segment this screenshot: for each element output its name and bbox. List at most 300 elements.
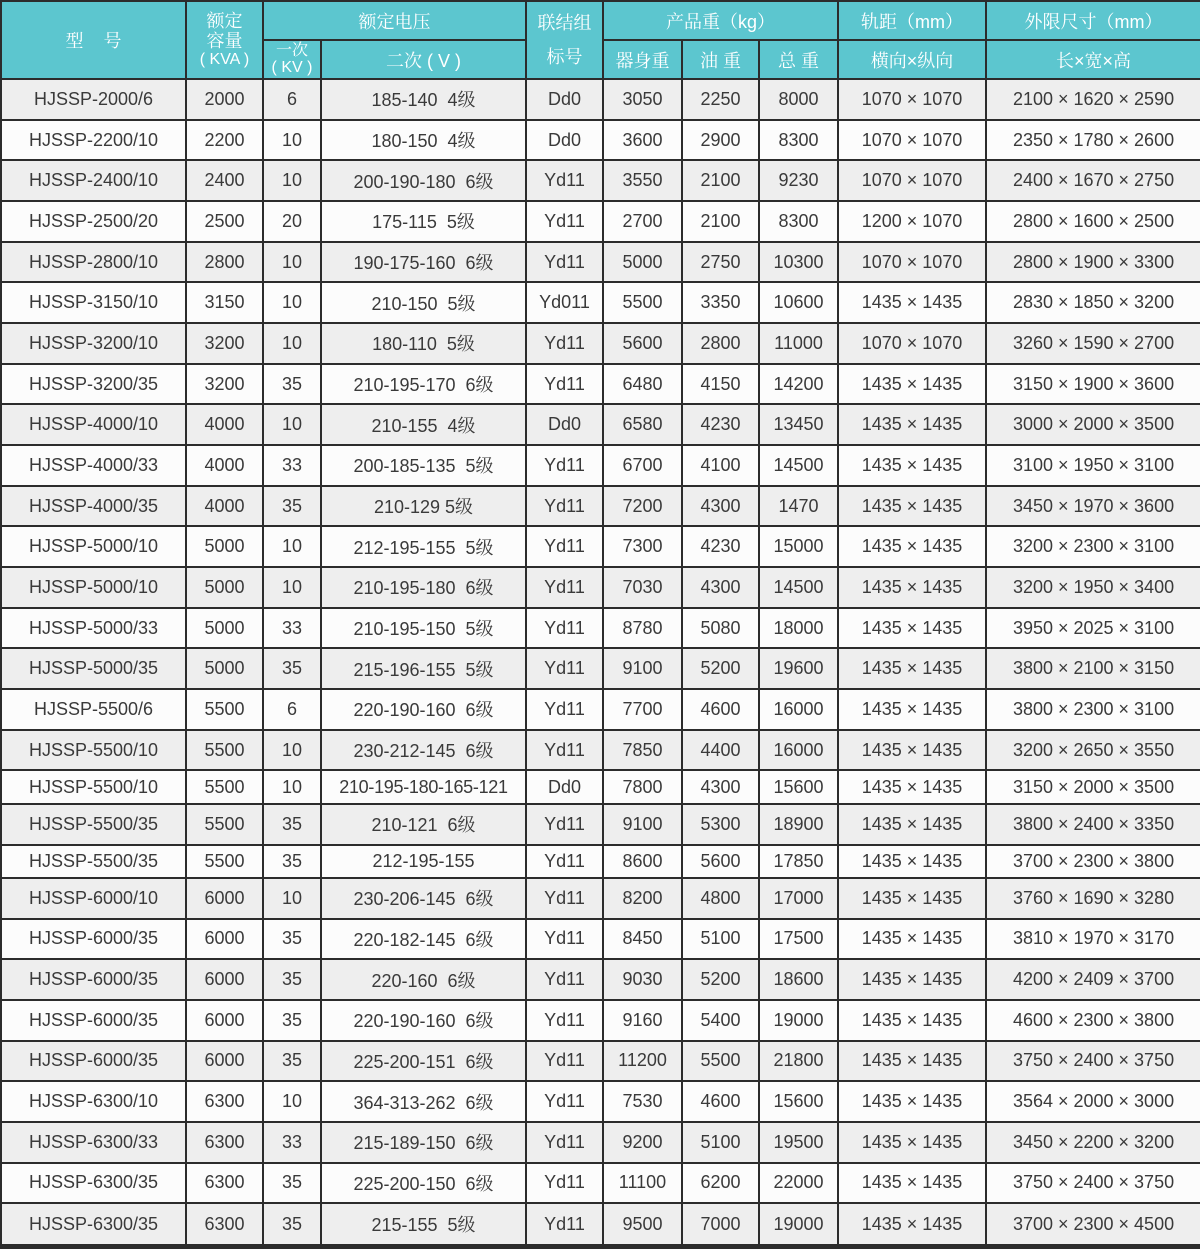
connection-group-cell: Yd11 (526, 160, 603, 201)
primary-voltage-cell: 10 (263, 282, 321, 323)
overall-dimensions-cell: 2830 × 1850 × 3200 (986, 282, 1200, 323)
secondary-voltage-cell: 220-190-160 6级 (321, 1000, 526, 1041)
connection-group-cell: Yd11 (526, 526, 603, 567)
oil-weight-cell: 5400 (682, 1000, 759, 1041)
oil-weight-cell: 2100 (682, 201, 759, 242)
rated-capacity-cell: 4000 (186, 486, 263, 527)
body-weight-cell: 3050 (603, 79, 682, 120)
model-cell: HJSSP-6000/35 (1, 1000, 186, 1041)
primary-voltage-cell: 33 (263, 608, 321, 649)
rated-capacity-cell: 5000 (186, 608, 263, 649)
rated-capacity-cell: 6000 (186, 959, 263, 1000)
col-header-body-weight (603, 40, 682, 79)
connection-group-cell: Yd11 (526, 1163, 603, 1204)
total-weight-cell: 15600 (759, 770, 838, 803)
oil-weight-cell: 2250 (682, 79, 759, 120)
body-weight-cell: 6480 (603, 364, 682, 405)
connection-group-cell: Yd11 (526, 1122, 603, 1163)
body-weight-cell: 5500 (603, 282, 682, 323)
total-weight-cell: 10300 (759, 242, 838, 283)
oil-weight-cell: 5080 (682, 608, 759, 649)
overall-dimensions-cell: 2350 × 1780 × 2600 (986, 120, 1200, 161)
body-weight-cell: 6580 (603, 404, 682, 445)
model-cell: HJSSP-2800/10 (1, 242, 186, 283)
model-cell: HJSSP-5000/35 (1, 648, 186, 689)
col-header-rated-voltage (263, 1, 526, 40)
body-weight-cell: 9100 (603, 804, 682, 845)
connection-group-cell: Yd11 (526, 445, 603, 486)
overall-dimensions-label: 外限尺寸（mm） (1024, 11, 1163, 32)
oil-weight-cell: 4600 (682, 1081, 759, 1122)
track-gauge-cell: 1435 × 1435 (838, 770, 986, 803)
col-header-secondary-voltage (321, 40, 526, 79)
primary-voltage-cell: 20 (263, 201, 321, 242)
overall-dimensions-cell: 3810 × 1970 × 3170 (986, 919, 1200, 960)
gauge-sub-label: 横向×纵向 (870, 50, 954, 71)
primary-voltage-cell: 35 (263, 648, 321, 689)
col-header-primary-voltage (263, 40, 321, 79)
secondary-voltage-cell: 230-212-145 6级 (321, 730, 526, 771)
product-weight-label: 产品重（kg） (666, 11, 776, 32)
model-cell: HJSSP-5000/33 (1, 608, 186, 649)
overall-dimensions-cell: 3450 × 2200 × 3200 (986, 1122, 1200, 1163)
secondary-voltage-cell: 200-185-135 5级 (321, 445, 526, 486)
body-weight-cell: 6700 (603, 445, 682, 486)
col-header-oil-weight (682, 40, 759, 79)
model-cell: HJSSP-5500/35 (1, 804, 186, 845)
total-weight-cell: 15600 (759, 1081, 838, 1122)
table-row (1, 282, 1200, 323)
connection-group-cell: Yd11 (526, 959, 603, 1000)
overall-dimensions-cell: 3750 × 2400 × 3750 (986, 1163, 1200, 1204)
connection-group-cell: Dd0 (526, 404, 603, 445)
rated-capacity-cell: 2200 (186, 120, 263, 161)
primary-voltage-cell: 35 (263, 1000, 321, 1041)
secondary-voltage-cell: 215-196-155 5级 (321, 648, 526, 689)
oil-weight-cell: 5500 (682, 1041, 759, 1082)
secondary-voltage-cell: 190-175-160 6级 (321, 242, 526, 283)
primary-voltage-cell: 35 (263, 804, 321, 845)
total-weight-cell: 14500 (759, 445, 838, 486)
body-weight-cell: 8600 (603, 845, 682, 878)
model-cell: HJSSP-5500/10 (1, 730, 186, 771)
table-row (1, 445, 1200, 486)
table-row (1, 1041, 1200, 1082)
total-weight-cell: 19000 (759, 1203, 838, 1246)
rated-capacity-cell: 3200 (186, 364, 263, 405)
table-body (1, 79, 1200, 1247)
connection-group-cell: Yd11 (526, 1081, 603, 1122)
connection-group-cell: Dd0 (526, 79, 603, 120)
track-gauge-cell: 1435 × 1435 (838, 567, 986, 608)
primary-voltage-cell: 35 (263, 364, 321, 405)
total-weight-cell: 18600 (759, 959, 838, 1000)
model-cell: HJSSP-3200/10 (1, 323, 186, 364)
model-cell: HJSSP-2200/10 (1, 120, 186, 161)
total-weight-cell: 17000 (759, 878, 838, 919)
model-cell: HJSSP-6000/10 (1, 878, 186, 919)
oil-weight-cell: 7000 (682, 1203, 759, 1246)
model-cell: HJSSP-4000/33 (1, 445, 186, 486)
overall-dimensions-cell: 3200 × 1950 × 3400 (986, 567, 1200, 608)
primary-voltage-cell: 10 (263, 1081, 321, 1122)
body-weight-cell: 11200 (603, 1041, 682, 1082)
primary-voltage-cell: 10 (263, 567, 321, 608)
oil-weight-cell: 5600 (682, 845, 759, 878)
total-weight-cell: 11000 (759, 323, 838, 364)
secondary-voltage-cell: 225-200-150 6级 (321, 1163, 526, 1204)
secondary-voltage-cell: 215-189-150 6级 (321, 1122, 526, 1163)
rated-capacity-cell: 6000 (186, 919, 263, 960)
total-weight-cell: 22000 (759, 1163, 838, 1204)
rated-capacity-cell: 5500 (186, 770, 263, 803)
rated-capacity-cell: 2400 (186, 160, 263, 201)
total-weight-cell: 8000 (759, 79, 838, 120)
primary-voltage-cell: 35 (263, 1163, 321, 1204)
overall-dimensions-cell: 3700 × 2300 × 4500 (986, 1203, 1200, 1246)
col-header-overall-dimensions (986, 1, 1200, 40)
table-row (1, 1203, 1200, 1246)
connection-group-cell: Yd11 (526, 1041, 603, 1082)
secondary-voltage-cell: 175-115 5级 (321, 201, 526, 242)
capacity-header-unit: ( KVA ) (199, 51, 250, 69)
overall-dimensions-cell: 3800 × 2400 × 3350 (986, 804, 1200, 845)
body-weight-cell: 8450 (603, 919, 682, 960)
oil-weight-cell: 4300 (682, 770, 759, 803)
secondary-voltage-cell: 210-195-150 5级 (321, 608, 526, 649)
connection-group-cell: Yd11 (526, 323, 603, 364)
connection-group-cell: Dd0 (526, 770, 603, 803)
track-gauge-cell: 1435 × 1435 (838, 445, 986, 486)
primary-voltage-cell: 33 (263, 1122, 321, 1163)
primary-voltage-cell: 6 (263, 79, 321, 120)
model-cell: HJSSP-6300/35 (1, 1203, 186, 1246)
rated-capacity-cell: 6300 (186, 1081, 263, 1122)
body-weight-cell: 9500 (603, 1203, 682, 1246)
total-weight-cell: 8300 (759, 201, 838, 242)
connection-group-cell: Dd0 (526, 120, 603, 161)
total-weight-cell: 9230 (759, 160, 838, 201)
secondary-voltage-cell: 185-140 4级 (321, 79, 526, 120)
overall-dimensions-cell: 2800 × 1900 × 3300 (986, 242, 1200, 283)
oil-weight-cell: 5200 (682, 648, 759, 689)
body-weight-cell: 11100 (603, 1163, 682, 1204)
connection-group-cell: Yd11 (526, 567, 603, 608)
model-cell: HJSSP-5000/10 (1, 526, 186, 567)
model-header-label: 型 号 (65, 31, 122, 51)
body-weight-cell: 9200 (603, 1122, 682, 1163)
secondary-voltage-cell: 210-121 6级 (321, 804, 526, 845)
overall-dimensions-cell: 3564 × 2000 × 3000 (986, 1081, 1200, 1122)
primary-voltage-cell: 35 (263, 919, 321, 960)
connection-group-cell: Yd11 (526, 242, 603, 283)
oil-weight-cell: 2800 (682, 323, 759, 364)
col-header-connection-group (526, 1, 603, 79)
table-row (1, 567, 1200, 608)
table-row (1, 804, 1200, 845)
table-row (1, 689, 1200, 730)
oil-weight-cell: 5300 (682, 804, 759, 845)
model-cell: HJSSP-3150/10 (1, 282, 186, 323)
secondary-voltage-cell: 210-195-170 6级 (321, 364, 526, 405)
rated-capacity-cell: 2800 (186, 242, 263, 283)
rated-capacity-cell: 6300 (186, 1203, 263, 1246)
col-header-dimensions-sub (986, 40, 1200, 79)
secondary-voltage-cell: 180-110 5级 (321, 323, 526, 364)
col-header-gauge-sub (838, 40, 986, 79)
connection-group-cell: Yd11 (526, 201, 603, 242)
capacity-header-line: 额定 (206, 10, 243, 31)
track-gauge-cell: 1435 × 1435 (838, 919, 986, 960)
total-weight-cell: 19500 (759, 1122, 838, 1163)
rated-capacity-cell: 5500 (186, 689, 263, 730)
oil-weight-cell: 4300 (682, 486, 759, 527)
body-weight-cell: 3600 (603, 120, 682, 161)
track-gauge-cell: 1435 × 1435 (838, 526, 986, 567)
track-gauge-cell: 1070 × 1070 (838, 323, 986, 364)
track-gauge-cell: 1070 × 1070 (838, 79, 986, 120)
body-weight-cell: 3550 (603, 160, 682, 201)
model-cell: HJSSP-3200/35 (1, 364, 186, 405)
connection-group-cell: Yd11 (526, 608, 603, 649)
body-weight-cell: 7800 (603, 770, 682, 803)
table-row (1, 1081, 1200, 1122)
overall-dimensions-cell: 2800 × 1600 × 2500 (986, 201, 1200, 242)
overall-dimensions-cell: 3150 × 1900 × 3600 (986, 364, 1200, 405)
table-row (1, 648, 1200, 689)
rated-capacity-cell: 5500 (186, 730, 263, 771)
body-weight-cell: 9100 (603, 648, 682, 689)
track-gauge-cell: 1435 × 1435 (838, 689, 986, 730)
overall-dimensions-cell: 3000 × 2000 × 3500 (986, 404, 1200, 445)
track-gauge-cell: 1435 × 1435 (838, 364, 986, 405)
body-weight-cell: 8780 (603, 608, 682, 649)
connection-group-cell: Yd11 (526, 648, 603, 689)
connection-group-cell: Yd11 (526, 689, 603, 730)
rated-capacity-cell: 5000 (186, 567, 263, 608)
rated-capacity-cell: 5500 (186, 804, 263, 845)
track-gauge-cell: 1435 × 1435 (838, 845, 986, 878)
rated-capacity-cell: 5500 (186, 845, 263, 878)
table-row (1, 160, 1200, 201)
total-weight-cell: 19600 (759, 648, 838, 689)
secondary-voltage-cell: 364-313-262 6级 (321, 1081, 526, 1122)
primary-voltage-cell: 10 (263, 770, 321, 803)
table-row (1, 1000, 1200, 1041)
total-weight-cell: 21800 (759, 1041, 838, 1082)
primary-voltage-cell: 35 (263, 486, 321, 527)
model-cell: HJSSP-6300/33 (1, 1122, 186, 1163)
connection-group-cell: Yd11 (526, 919, 603, 960)
total-weight-cell: 1470 (759, 486, 838, 527)
total-weight-cell: 16000 (759, 730, 838, 771)
total-weight-cell: 16000 (759, 689, 838, 730)
rated-capacity-cell: 6300 (186, 1122, 263, 1163)
secondary-voltage-label: 二次 ( V ) (386, 50, 461, 71)
oil-weight-cell: 2100 (682, 160, 759, 201)
secondary-voltage-cell: 200-190-180 6级 (321, 160, 526, 201)
oil-weight-cell: 4230 (682, 526, 759, 567)
track-gauge-cell: 1435 × 1435 (838, 1081, 986, 1122)
primary-voltage-cell: 10 (263, 160, 321, 201)
body-weight-cell: 7700 (603, 689, 682, 730)
connection-group-cell: Yd11 (526, 730, 603, 771)
oil-weight-cell: 4230 (682, 404, 759, 445)
model-cell: HJSSP-2000/6 (1, 79, 186, 120)
oil-weight-cell: 2900 (682, 120, 759, 161)
overall-dimensions-cell: 3760 × 1690 × 3280 (986, 878, 1200, 919)
total-weight-cell: 19000 (759, 1000, 838, 1041)
table-row (1, 919, 1200, 960)
primary-voltage-cell: 10 (263, 120, 321, 161)
secondary-voltage-cell: 210-150 5级 (321, 282, 526, 323)
body-weight-cell: 7030 (603, 567, 682, 608)
oil-weight-cell: 4300 (682, 567, 759, 608)
overall-dimensions-cell: 3700 × 2300 × 3800 (986, 845, 1200, 878)
track-gauge-cell: 1435 × 1435 (838, 1163, 986, 1204)
rated-capacity-cell: 6000 (186, 1000, 263, 1041)
overall-dimensions-cell: 3800 × 2100 × 3150 (986, 648, 1200, 689)
table-row (1, 959, 1200, 1000)
total-weight-cell: 15000 (759, 526, 838, 567)
body-weight-cell: 7850 (603, 730, 682, 771)
table-row (1, 323, 1200, 364)
primary-voltage-line: 一次 (275, 42, 308, 60)
table-row (1, 1122, 1200, 1163)
overall-dimensions-cell: 2400 × 1670 × 2750 (986, 160, 1200, 201)
oil-weight-cell: 4100 (682, 445, 759, 486)
body-weight-cell: 7200 (603, 486, 682, 527)
overall-dimensions-cell: 3150 × 2000 × 3500 (986, 770, 1200, 803)
primary-voltage-cell: 10 (263, 730, 321, 771)
primary-voltage-cell: 10 (263, 242, 321, 283)
overall-dimensions-cell: 3450 × 1970 × 3600 (986, 486, 1200, 527)
oil-weight-cell: 4400 (682, 730, 759, 771)
col-header-model (1, 1, 186, 79)
track-gauge-cell: 1435 × 1435 (838, 1122, 986, 1163)
model-cell: HJSSP-5500/10 (1, 770, 186, 803)
overall-dimensions-cell: 4200 × 2409 × 3700 (986, 959, 1200, 1000)
track-gauge-cell: 1070 × 1070 (838, 160, 986, 201)
secondary-voltage-cell: 225-200-151 6级 (321, 1041, 526, 1082)
primary-voltage-unit: ( KV ) (271, 58, 313, 76)
model-cell: HJSSP-6000/35 (1, 919, 186, 960)
overall-dimensions-cell: 3950 × 2025 × 3100 (986, 608, 1200, 649)
total-weight-cell: 17850 (759, 845, 838, 878)
oil-weight-cell: 4600 (682, 689, 759, 730)
secondary-voltage-cell: 230-206-145 6级 (321, 878, 526, 919)
secondary-voltage-cell: 220-182-145 6级 (321, 919, 526, 960)
header-row-top (1, 1, 1200, 40)
col-header-track-gauge (838, 1, 986, 40)
overall-dimensions-cell: 3200 × 2650 × 3550 (986, 730, 1200, 771)
table-row (1, 120, 1200, 161)
body-weight-cell: 7530 (603, 1081, 682, 1122)
table-row (1, 845, 1200, 878)
track-gauge-cell: 1200 × 1070 (838, 201, 986, 242)
primary-voltage-cell: 10 (263, 404, 321, 445)
body-weight-cell: 2700 (603, 201, 682, 242)
total-weight-cell: 10600 (759, 282, 838, 323)
track-gauge-cell: 1435 × 1435 (838, 878, 986, 919)
rated-capacity-cell: 5000 (186, 526, 263, 567)
track-gauge-cell: 1435 × 1435 (838, 486, 986, 527)
primary-voltage-cell: 10 (263, 526, 321, 567)
overall-dimensions-cell: 3750 × 2400 × 3750 (986, 1041, 1200, 1082)
primary-voltage-cell: 35 (263, 1203, 321, 1246)
total-weight-cell: 18000 (759, 608, 838, 649)
track-gauge-cell: 1435 × 1435 (838, 804, 986, 845)
model-cell: HJSSP-5500/6 (1, 689, 186, 730)
overall-dimensions-cell: 3260 × 1590 × 2700 (986, 323, 1200, 364)
model-cell: HJSSP-5500/35 (1, 845, 186, 878)
overall-dimensions-cell: 3100 × 1950 × 3100 (986, 445, 1200, 486)
col-header-product-weight (603, 1, 838, 40)
table-row (1, 79, 1200, 120)
rated-capacity-cell: 5000 (186, 648, 263, 689)
oil-weight-label: 油 重 (699, 50, 741, 71)
secondary-voltage-cell: 215-155 5级 (321, 1203, 526, 1246)
table-row (1, 770, 1200, 803)
model-cell: HJSSP-6300/35 (1, 1163, 186, 1204)
connection-group-cell: Yd11 (526, 1000, 603, 1041)
secondary-voltage-cell: 220-190-160 6级 (321, 689, 526, 730)
table-row (1, 878, 1200, 919)
track-gauge-cell: 1435 × 1435 (838, 1203, 986, 1246)
model-cell: HJSSP-2400/10 (1, 160, 186, 201)
rated-capacity-cell: 6000 (186, 1041, 263, 1082)
model-cell: HJSSP-6000/35 (1, 959, 186, 1000)
rated-capacity-cell: 4000 (186, 404, 263, 445)
oil-weight-cell: 5100 (682, 1122, 759, 1163)
rated-voltage-label: 额定电压 (358, 11, 431, 32)
total-weight-cell: 14200 (759, 364, 838, 405)
track-gauge-cell: 1435 × 1435 (838, 608, 986, 649)
secondary-voltage-cell: 212-195-155 5级 (321, 526, 526, 567)
col-header-total-weight (759, 40, 838, 79)
total-weight-cell: 13450 (759, 404, 838, 445)
body-weight-cell: 5000 (603, 242, 682, 283)
table-row (1, 608, 1200, 649)
table-row (1, 364, 1200, 405)
rated-capacity-cell: 2500 (186, 201, 263, 242)
track-gauge-cell: 1435 × 1435 (838, 730, 986, 771)
primary-voltage-cell: 35 (263, 845, 321, 878)
capacity-header-line: 容量 (206, 31, 243, 52)
total-weight-cell: 8300 (759, 120, 838, 161)
primary-voltage-cell: 6 (263, 689, 321, 730)
track-gauge-cell: 1435 × 1435 (838, 282, 986, 323)
track-gauge-cell: 1435 × 1435 (838, 648, 986, 689)
rated-capacity-cell: 6300 (186, 1163, 263, 1204)
rated-capacity-cell: 3150 (186, 282, 263, 323)
secondary-voltage-cell: 210-195-180 6级 (321, 567, 526, 608)
primary-voltage-cell: 33 (263, 445, 321, 486)
model-cell: HJSSP-4000/35 (1, 486, 186, 527)
oil-weight-cell: 4150 (682, 364, 759, 405)
table-row (1, 242, 1200, 283)
col-header-rated-capacity (186, 1, 263, 79)
secondary-voltage-cell: 220-160 6级 (321, 959, 526, 1000)
rated-capacity-cell: 4000 (186, 445, 263, 486)
table-row (1, 486, 1200, 527)
track-gauge-cell: 1435 × 1435 (838, 959, 986, 1000)
primary-voltage-cell: 35 (263, 1041, 321, 1082)
rated-capacity-cell: 3200 (186, 323, 263, 364)
overall-dimensions-cell: 3800 × 2300 × 3100 (986, 689, 1200, 730)
track-gauge-cell: 1435 × 1435 (838, 1041, 986, 1082)
connection-group-cell: Yd11 (526, 845, 603, 878)
